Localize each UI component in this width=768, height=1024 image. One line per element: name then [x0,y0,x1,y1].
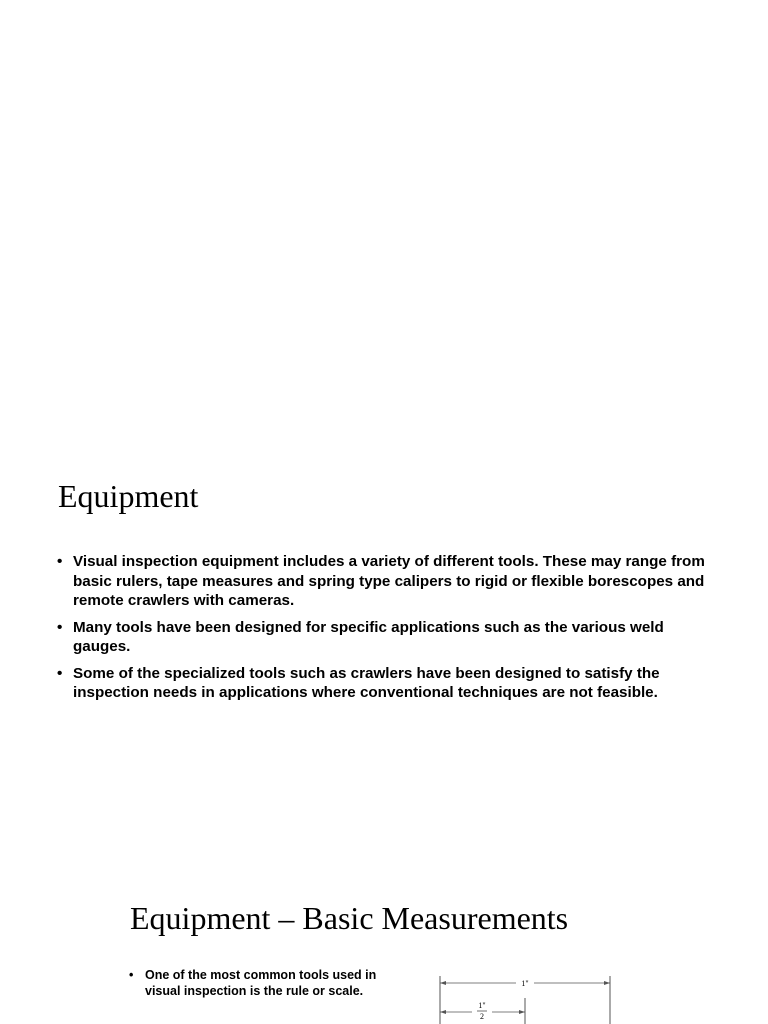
ruler-diagram [430,970,640,1024]
bullet-list [129,967,405,999]
bullet-text: Some of the specialized tools such as crawlers have been designed to satisfy the inspection needs in applications where conventional techniques are not feasible. [73,664,660,701]
arrow-left-icon [440,1010,446,1014]
bullet-text: Visual inspection equipment includes a variety of different tools. These may range from basic rulers, tape measures and spring type calipers to rigid or flexible borescopes and remote crawlers with cameras. [73,553,705,609]
bullet-list [57,552,723,710]
bullet-text: Many tools have been designed for specific applications such as the various weld gauges. [73,618,664,655]
slide-equipment [0,440,768,840]
half-inch-numerator: 1" [478,1001,486,1010]
blank-slide [0,0,768,435]
slide-basic-measurements [0,860,768,1024]
bullet-item [57,552,723,611]
bullet-item [57,618,723,657]
slide-title: Equipment [58,478,199,514]
bullet-text: One of the most common tools used in visual inspection is the rule or scale. [145,968,377,998]
arrow-right-icon [519,1010,525,1014]
bullet-item [129,967,405,999]
arrow-right-icon [604,981,610,985]
bullet-icon: • [57,618,63,636]
bullet-icon: • [57,664,63,682]
bullet-icon: • [57,553,63,570]
arrow-left-icon [440,981,446,985]
bullet-icon: • [129,968,134,982]
bullet-item [57,664,723,703]
slide-title: Equipment – Basic Measurements [130,900,569,936]
whole-inch-label: 1" [521,979,529,988]
half-inch-denominator: 2 [480,1012,484,1021]
